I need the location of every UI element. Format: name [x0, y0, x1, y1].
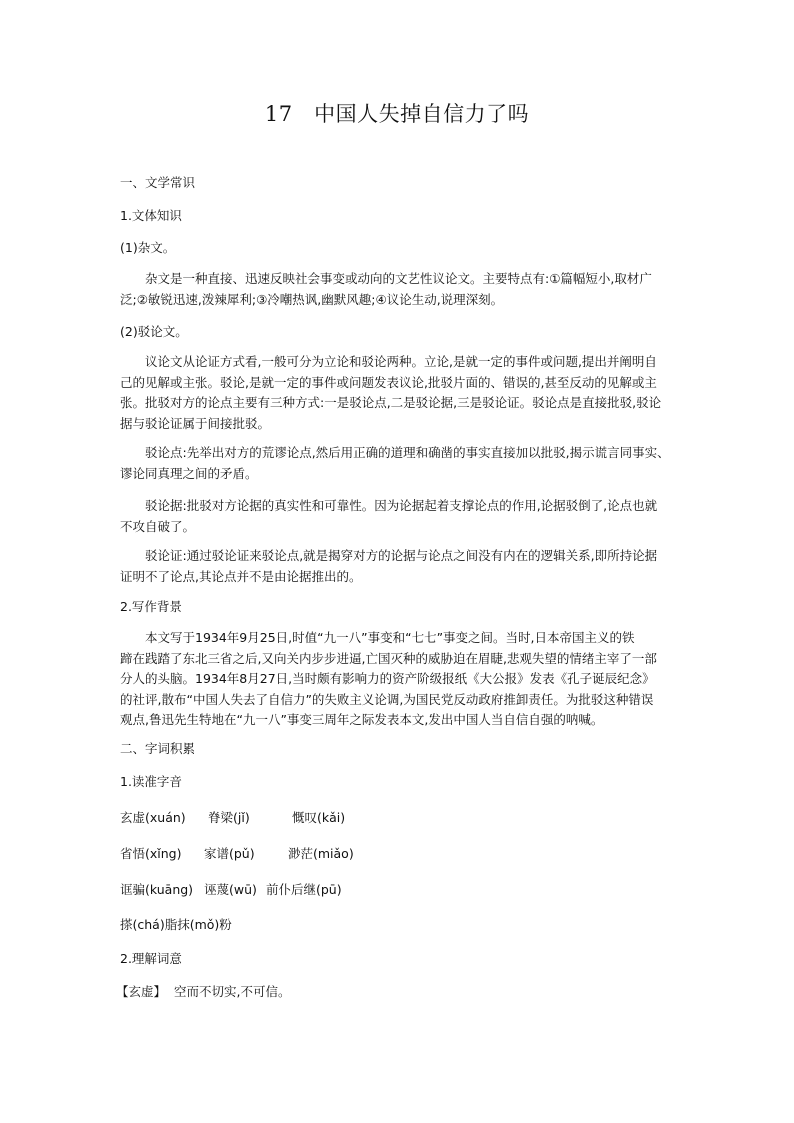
- paragraph-zawen: [120, 269, 680, 310]
- pinyin-entry: 玄虚(xuán): [120, 810, 186, 825]
- pinyin-entry: 脊梁(jǐ): [208, 810, 250, 825]
- subheading-meaning: 2.理解词意: [120, 951, 182, 966]
- pinyin-row: [120, 844, 354, 864]
- paragraph-bolunzheng: [120, 546, 680, 587]
- pinyin-entry: 诬蔑(wū): [204, 882, 257, 897]
- definition-row: [116, 982, 680, 1002]
- definition-term: 【玄虚】: [116, 984, 167, 999]
- pinyin-entry: 家谱(pǔ): [204, 846, 255, 861]
- paragraph-line: 观点,鲁迅先生特地在“九一八”事变三周年之际发表本文,发出中国人当自信自强的呐喊。: [120, 712, 604, 727]
- paragraph-line: 驳论据:批驳对方论据的真实性和可靠性。因为论据起着支撑论点的作用,论据驳倒了,论点也就: [145, 498, 658, 513]
- pinyin-row: [120, 915, 232, 935]
- definition-text: 空而不切实,不可信。: [174, 984, 291, 999]
- pinyin-entry: 慨叹(kǎi): [292, 810, 346, 825]
- paragraph-line: 驳论点:先举出对方的荒谬论点,然后用正确的道理和确凿的事实直接加以批驳,揭示谎言同事实、: [145, 445, 670, 460]
- item-label-zawen: (1)杂文。: [120, 240, 176, 255]
- subheading-background: 2.写作背景: [120, 599, 182, 614]
- pinyin-entry: 渺茫(miǎo): [288, 846, 354, 861]
- paragraph-bolunwen: [120, 352, 680, 434]
- paragraph-line: 议论文从论证方式看,一般可分为立论和驳论两种。立论,是就一定的事件或问题,提出并阐明自: [145, 354, 657, 369]
- paragraph-line: 己的见解或主张。驳论,是就一定的事件或问题发表议论,批驳片面的、错误的,甚至反动的见解或主: [120, 374, 657, 390]
- pinyin-row: [120, 880, 342, 900]
- paragraph-line: 本文写于1934年9月25日,时值“九一八”事变和“七七”事变之间。当时,日本帝国主义的铁: [145, 630, 635, 645]
- paragraph-line: 谬论同真理之间的矛盾。: [120, 465, 258, 481]
- page-title: 17 中国人失掉自信力了吗: [264, 102, 530, 126]
- paragraph-line: 的社评,散布“中国人失去了自信力”的失败主义论调,为国民党反动政府推卸责任。为批驳这种错误: [120, 691, 654, 707]
- pinyin-entry: 省悟(xǐng): [120, 846, 182, 861]
- pinyin-row: [120, 808, 345, 828]
- pinyin-entry: 诓骗(kuāng): [120, 882, 194, 897]
- paragraph-background: [120, 628, 680, 731]
- paragraph-line: 蹄在践踏了东北三省之后,又向关内步步进逼,亡国灭种的威胁迫在眉睫,悲观失望的情绪主宰了一部: [120, 650, 657, 666]
- section-heading-vocabulary: 二、字词积累: [120, 741, 196, 756]
- paragraph-line: 杂文是一种直接、迅速反映社会事变或动向的文艺性议论文。主要特点有:①篇幅短小,取材广: [145, 271, 652, 286]
- paragraph-line: 分人的头脑。1934年8月27日,当时颇有影响力的资产阶级报纸《大公报》发表《孔子诞辰纪念》: [120, 671, 655, 686]
- subheading-pronunciation: 1.读准字音: [120, 774, 182, 789]
- paragraph-line: 不攻自破了。: [120, 518, 196, 534]
- pinyin-entry: 前仆后继(pū): [266, 882, 342, 897]
- item-label-bolunwen: (2)驳论文。: [120, 324, 188, 339]
- paragraph-bolunju: [120, 496, 680, 537]
- paragraph-line: 张。批驳对方的论点主要有三种方式:一是驳论点,二是驳论据,三是驳论证。驳论点是直接批驳,驳论: [120, 395, 662, 410]
- section-heading-literature: 一、文学常识: [120, 175, 196, 190]
- paragraph-line: 证明不了论点,其论点并不是由论据推出的。: [120, 568, 362, 584]
- paragraph-line: 据与驳论证属于间接批驳。: [120, 415, 271, 431]
- paragraph-bolundian: [120, 443, 680, 484]
- pinyin-entry: 搽(chá)脂抹(mǒ)粉: [120, 917, 232, 932]
- subheading-genre: 1.文体知识: [120, 208, 182, 223]
- paragraph-line: 泛;②敏锐迅速,泼辣犀利;③冷嘲热讽,幽默风趣;④议论生动,说理深刻。: [120, 291, 504, 307]
- paragraph-line: 驳论证:通过驳论证来驳论点,就是揭穿对方的论据与论点之间没有内在的逻辑关系,即所持论据: [145, 548, 658, 563]
